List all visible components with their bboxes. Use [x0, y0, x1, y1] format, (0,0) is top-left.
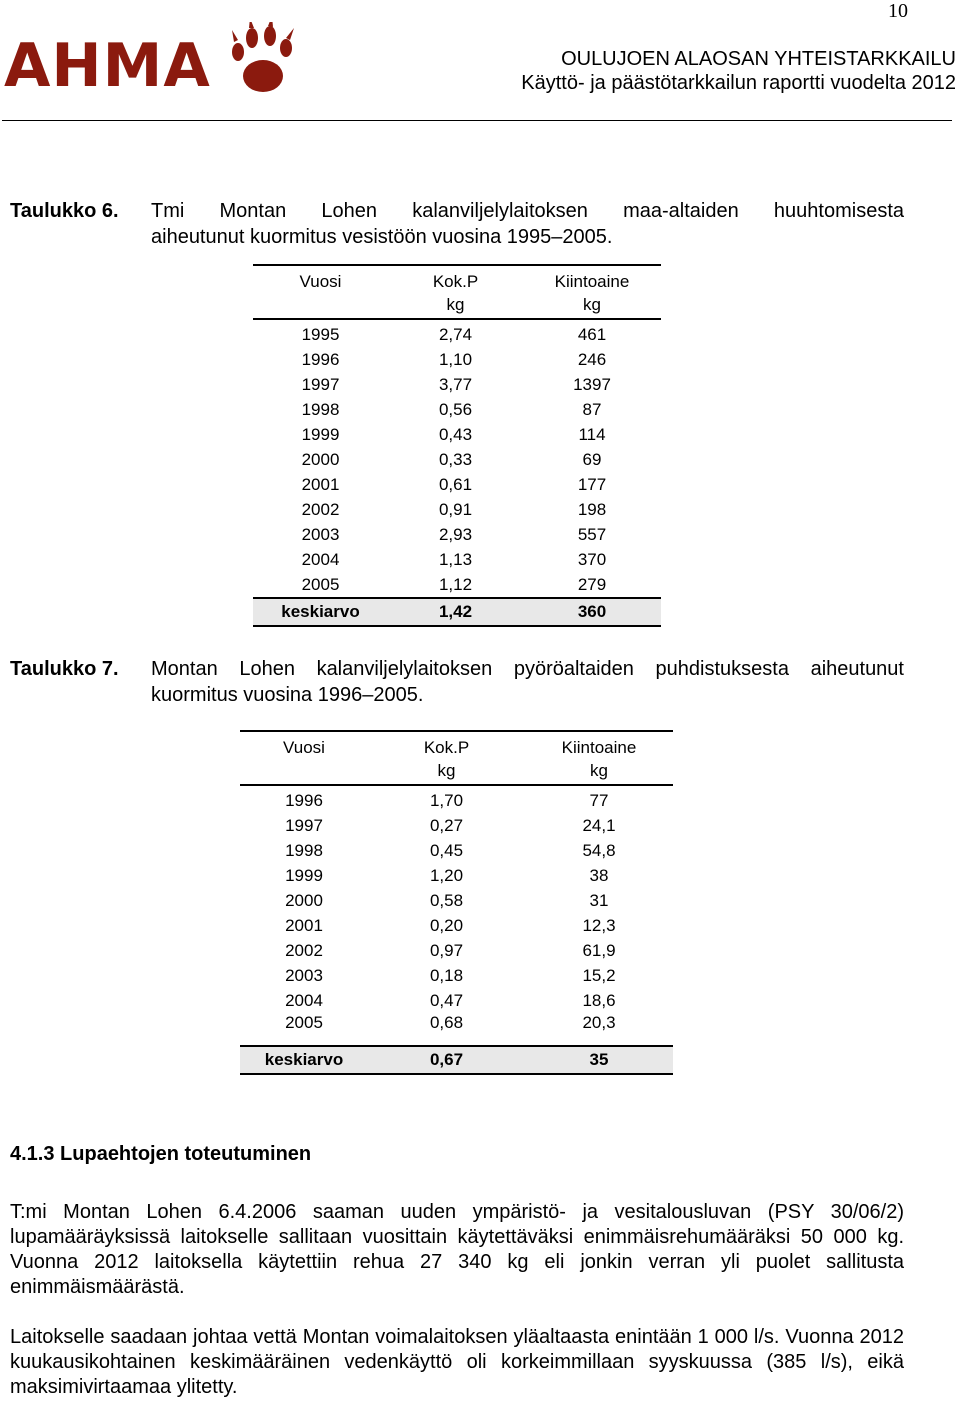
table-row — [240, 863, 673, 888]
cell-solids: 15,2 — [582, 965, 616, 985]
table7-average-row — [240, 1046, 673, 1074]
cell-solids: 31 — [589, 890, 609, 910]
cell-totp: 0,56 — [438, 399, 473, 419]
cell-year: 2005 — [285, 1013, 323, 1032]
table-row — [240, 813, 673, 838]
cell-solids: 557 — [577, 524, 607, 544]
cell-totp: 1,20 — [429, 865, 464, 885]
paw-print-icon — [230, 22, 296, 98]
table6-header-year: Vuosi — [253, 265, 388, 292]
cell-solids: 246 — [577, 349, 607, 369]
table6-caption-line2: aiheutunut kuormitus vesistöön vuosina 1995–2005. — [151, 226, 613, 248]
table-row — [253, 547, 661, 572]
cell-totp: 1,70 — [429, 790, 464, 810]
average-label: keskiarvo — [240, 1046, 368, 1074]
table-row — [240, 1013, 673, 1046]
cell-year: 2000 — [301, 449, 340, 469]
table6-header-solids: Kiintoaine — [523, 265, 661, 292]
table-row — [253, 522, 661, 547]
cell-totp: 3,77 — [438, 374, 473, 394]
cell-totp: 0,47 — [429, 990, 464, 1010]
cell-solids: 114 — [578, 424, 606, 444]
cell-solids: 18,6 — [582, 990, 616, 1010]
table7 — [240, 730, 673, 1075]
table7-label: Taulukko 7. — [10, 658, 119, 680]
report-header — [521, 47, 956, 95]
cell-year: 1996 — [301, 349, 340, 369]
cell-totp: 0,58 — [429, 890, 464, 910]
cell-solids: 461 — [577, 324, 607, 344]
cell-year: 2003 — [285, 965, 323, 985]
table-row — [240, 938, 673, 963]
page-number: 10 — [888, 0, 908, 22]
cell-year: 1997 — [301, 374, 340, 394]
cell-solids: 77 — [589, 790, 609, 810]
paragraph-water-permit: Laitokselle saadaan johtaa vettä Montan voimalaitoksen yläaltaasta enintään 1 000 l/s. Vuonna 2012 kuukausikohtainen keskimääräinen vedenkäyttö oli korkeimmillaan syyskuussa (385 l/s), eikä maksimivirtaamaa ylitetty. — [10, 1326, 904, 1398]
table7-header-totp: Kok.P — [368, 731, 525, 758]
cell-totp: 0,27 — [429, 815, 464, 835]
cell-solids: 69 — [582, 449, 602, 469]
cell-year: 1998 — [285, 840, 323, 860]
cell-solids: 24,1 — [582, 815, 616, 835]
table6 — [253, 264, 661, 627]
cell-totp: 0,33 — [438, 449, 473, 469]
table-row — [253, 347, 661, 372]
table7-unit-year — [240, 758, 368, 785]
cell-solids: 370 — [577, 549, 607, 569]
table6-unit-solids: kg — [523, 292, 661, 319]
cell-solids: 1397 — [573, 374, 611, 394]
cell-totp: 1,13 — [438, 549, 473, 569]
table6-average-row — [253, 598, 661, 626]
table-row — [253, 372, 661, 397]
table-row — [253, 319, 661, 347]
cell-totp: 0,45 — [429, 840, 464, 860]
table7-unit-solids: kg — [525, 758, 673, 785]
table6-caption-line1: Tmi Montan Lohen kalanviljelylaitoksen maa-altaiden huuhtomisesta — [151, 200, 904, 222]
table-row — [240, 888, 673, 913]
table7-caption-line1: Montan Lohen kalanviljelylaitoksen pyöröaltaiden puhdistuksesta aiheutunut — [151, 658, 904, 680]
table-row — [253, 472, 661, 497]
cell-totp: 2,74 — [438, 324, 473, 344]
cell-totp: 0,91 — [438, 499, 473, 519]
table6-label: Taulukko 6. — [10, 200, 119, 222]
cell-year: 2000 — [285, 890, 323, 910]
cell-solids: 38 — [589, 865, 609, 885]
table-row — [253, 497, 661, 522]
cell-solids: 87 — [582, 399, 602, 419]
table-row — [253, 572, 661, 598]
table-row — [240, 988, 673, 1013]
table6-header-totp: Kok.P — [388, 265, 523, 292]
cell-year: 1996 — [285, 790, 323, 810]
cell-year: 2001 — [285, 915, 323, 935]
cell-solids: 198 — [577, 499, 607, 519]
cell-year: 1999 — [285, 865, 323, 885]
header-rule — [2, 120, 952, 121]
table-row — [253, 397, 661, 422]
cell-solids: 20,3 — [582, 1013, 616, 1032]
table6-caption — [10, 198, 904, 250]
table-row — [253, 447, 661, 472]
average-solids: 360 — [523, 598, 661, 626]
cell-totp: 0,43 — [438, 424, 473, 444]
cell-totp: 2,93 — [438, 524, 473, 544]
average-label: keskiarvo — [253, 598, 388, 626]
average-totp: 0,67 — [368, 1046, 525, 1074]
cell-year: 1997 — [285, 815, 323, 835]
table7-caption-line2: kuormitus vuosina 1996–2005. — [151, 684, 424, 706]
cell-totp: 1,12 — [438, 574, 473, 594]
table6-unit-totp: kg — [388, 292, 523, 319]
cell-year: 2001 — [301, 474, 340, 494]
logo-text: AHMA — [4, 31, 211, 101]
section-heading: 4.1.3 Lupaehtojen toteutuminen — [10, 1143, 312, 1165]
cell-year: 1998 — [301, 399, 340, 419]
cell-totp: 0,68 — [429, 1013, 464, 1032]
table7-header-year: Vuosi — [240, 731, 368, 758]
cell-totp: 0,18 — [429, 965, 464, 985]
cell-totp: 0,97 — [429, 940, 464, 960]
cell-year: 2002 — [285, 940, 323, 960]
cell-solids: 177 — [577, 474, 607, 494]
cell-solids: 279 — [577, 574, 607, 594]
table-row — [240, 838, 673, 863]
header-subtitle: Käyttö- ja päästötarkkailun raportti vuodelta 2012 — [521, 72, 956, 94]
table7-header-solids: Kiintoaine — [525, 731, 673, 758]
cell-year: 1995 — [301, 324, 340, 344]
cell-totp: 0,20 — [429, 915, 464, 935]
cell-year: 2005 — [301, 574, 340, 594]
table-row — [240, 785, 673, 813]
ahma-logo — [4, 22, 294, 100]
cell-solids: 12,3 — [582, 915, 616, 935]
cell-year: 2004 — [301, 549, 340, 569]
table6-unit-year — [253, 292, 388, 319]
table-row — [240, 913, 673, 938]
table-row — [253, 422, 661, 447]
table7-caption — [10, 656, 904, 708]
cell-totp: 0,61 — [438, 474, 473, 494]
cell-year: 1999 — [301, 424, 340, 444]
paragraph-feed-permit: T:mi Montan Lohen 6.4.2006 saaman uuden ympäristö- ja vesitalousluvan (PSY 30/06/2) lupamääräyksissä laitokselle sallitaan vuosittain käytettäväksi enimmäisrehumääräksi 50 000 kg. Vuonna 2012 laitoksella käytettiin rehua 27 340 kg eli jonkin verran yli puolet sallitusta enimmäismäärästä. — [10, 1201, 904, 1298]
cell-year: 2004 — [285, 990, 323, 1010]
cell-solids: 61,9 — [582, 940, 616, 960]
header-org: OULUJOEN ALAOSAN YHTEISTARKKAILU — [561, 48, 956, 70]
cell-solids: 54,8 — [582, 840, 616, 860]
average-totp: 1,42 — [388, 598, 523, 626]
average-solids: 35 — [525, 1046, 673, 1074]
cell-totp: 1,10 — [438, 349, 473, 369]
table-row — [240, 963, 673, 988]
table7-unit-totp: kg — [368, 758, 525, 785]
cell-year: 2003 — [301, 524, 340, 544]
cell-year: 2002 — [301, 499, 340, 519]
